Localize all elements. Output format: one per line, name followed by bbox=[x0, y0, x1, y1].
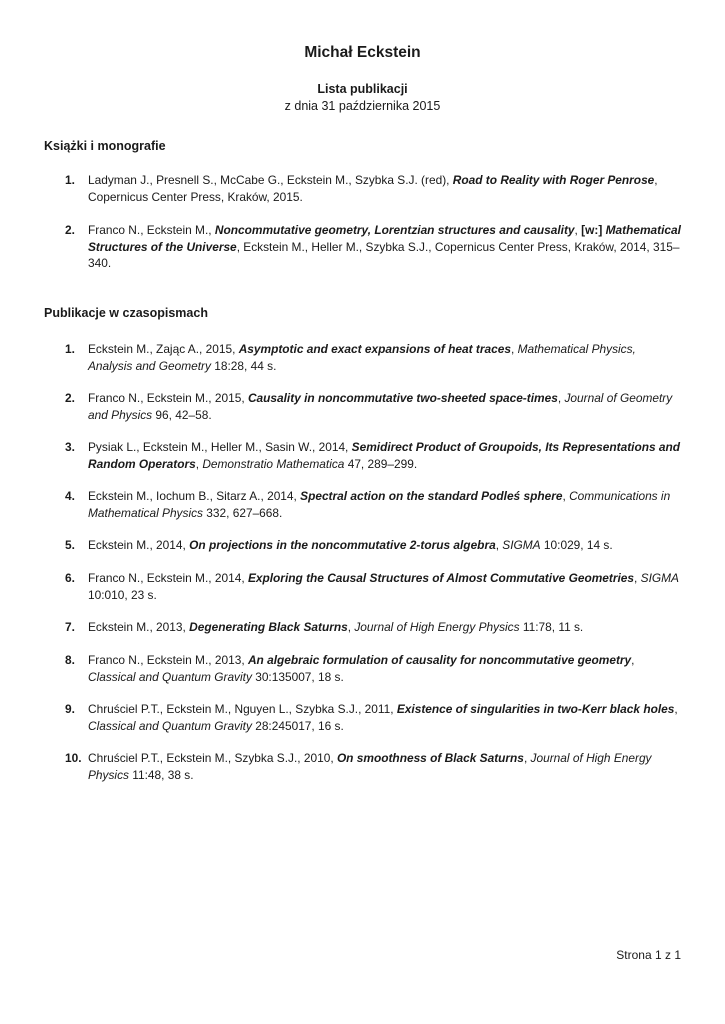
item-journal: Journal of High Energy Physics bbox=[354, 620, 520, 634]
in-marker: [w:] bbox=[581, 223, 603, 237]
item-title: Noncommutative geometry, Lorentzian structures and causality bbox=[214, 223, 575, 237]
list-title: Lista publikacji bbox=[317, 82, 408, 96]
item-separator: , bbox=[195, 456, 203, 471]
list-item bbox=[44, 570, 682, 603]
item-journal: Communications in Mathematical Physics bbox=[88, 489, 671, 520]
item-title: Spectral action on the standard Podleś sphere bbox=[300, 489, 563, 503]
item-number: 4. bbox=[65, 489, 75, 503]
item-authors: Pysiak L., Eckstein M., Heller M., Sasin W., 2014, bbox=[88, 440, 352, 454]
item-details: 10:029, 14 s. bbox=[540, 538, 613, 552]
item-details: 11:78, 11 s. bbox=[519, 620, 584, 634]
item-number: 7. bbox=[65, 620, 75, 634]
item-title: Road to Reality with Roger Penrose bbox=[452, 173, 655, 187]
item-title: On smoothness of Black Saturns bbox=[336, 751, 524, 765]
books-heading: Książki i monografie bbox=[44, 139, 166, 153]
item-authors: Franco N., Eckstein M., 2013, bbox=[88, 653, 248, 667]
item-authors: Franco N., Eckstein M., bbox=[88, 223, 215, 237]
author-name: Michał Eckstein bbox=[304, 44, 421, 61]
item-separator: , bbox=[562, 489, 570, 503]
item-authors: Franco N., Eckstein M., 2014, bbox=[88, 571, 248, 585]
item-title: An algebraic formulation of causality for noncommutative geometry bbox=[247, 653, 632, 667]
item-details: 96, 42–58. bbox=[152, 407, 212, 422]
item-details: 10:010, 23 s. bbox=[88, 587, 157, 602]
list-item bbox=[44, 750, 682, 783]
item-authors: Chruściel P.T., Eckstein M., Szybka S.J., 2010, bbox=[88, 751, 337, 765]
page-number: Strona 1 z 1 bbox=[616, 948, 681, 962]
item-journal: Mathematical Physics, Analysis and Geometry bbox=[88, 342, 636, 373]
list-item bbox=[44, 652, 682, 685]
journals-list bbox=[44, 341, 682, 783]
item-separator: , bbox=[574, 223, 582, 237]
item-number: 8. bbox=[65, 653, 75, 667]
item-journal: Journal of High Energy Physics bbox=[88, 751, 652, 782]
item-number: 9. bbox=[65, 702, 75, 716]
item-authors: Eckstein M., 2014, bbox=[88, 538, 190, 552]
item-authors: Ladyman J., Presnell S., McCabe G., Eckstein M., Szybka S.J. (red), bbox=[88, 173, 453, 187]
item-separator: , bbox=[674, 702, 678, 716]
item-separator: , bbox=[634, 571, 641, 585]
item-number: 1. bbox=[65, 173, 75, 187]
item-separator: , bbox=[495, 538, 503, 552]
item-separator: , bbox=[557, 391, 565, 405]
item-title: Causality in noncommutative two-sheeted space-times bbox=[247, 391, 558, 405]
item-title: Exploring the Causal Structures of Almost Commutative Geometries bbox=[247, 571, 635, 585]
item-title: Degenerating Black Saturns bbox=[189, 620, 348, 634]
item-journal: Demonstratio Mathematica bbox=[202, 456, 345, 471]
item-separator: , bbox=[523, 751, 531, 765]
item-journal: Journal of Geometry and Physics bbox=[88, 391, 673, 422]
list-item bbox=[44, 390, 682, 423]
item-details: 28:245017, 16 s. bbox=[251, 718, 344, 733]
item-authors: Chruściel P.T., Eckstein M., Nguyen L., Szybka S.J., 2011, bbox=[88, 702, 397, 716]
list-item bbox=[44, 341, 682, 374]
item-authors: Eckstein M., Zając A., 2015, bbox=[88, 342, 239, 356]
item-number: 2. bbox=[65, 223, 75, 237]
item-journal: SIGMA bbox=[640, 571, 679, 585]
list-item bbox=[44, 619, 682, 636]
item-details: , Copernicus Center Press, Kraków, 2015. bbox=[88, 173, 658, 204]
item-number: 5. bbox=[65, 538, 75, 552]
list-item bbox=[44, 439, 682, 472]
item-number: 3. bbox=[65, 440, 75, 454]
item-title: Asymptotic and exact expansions of heat traces bbox=[238, 342, 511, 356]
list-item bbox=[44, 701, 682, 734]
journals-heading: Publikacje w czasopismach bbox=[44, 306, 208, 320]
item-separator: , bbox=[510, 342, 518, 356]
item-title: Existence of singularities in two-Kerr black holes bbox=[396, 702, 675, 716]
list-item bbox=[44, 222, 682, 272]
item-details: 332, 627–668. bbox=[202, 505, 283, 520]
item-journal: SIGMA bbox=[502, 538, 541, 552]
date-line: z dnia 31 października 2015 bbox=[284, 99, 441, 113]
item-details: 47, 289–299. bbox=[344, 456, 418, 471]
item-number: 1. bbox=[65, 342, 75, 356]
item-authors: Eckstein M., 2013, bbox=[88, 620, 190, 634]
item-number: 10. bbox=[65, 751, 82, 765]
item-details: , Eckstein M., Heller M., Szybka S.J., Copernicus Center Press, Kraków, 2014, 315–340. bbox=[88, 239, 680, 270]
item-authors: Eckstein M., Iochum B., Sitarz A., 2014, bbox=[88, 489, 301, 503]
list-item bbox=[44, 172, 682, 205]
item-separator: , bbox=[631, 653, 635, 667]
item-title: Semidirect Product of Groupoids, Its Representations and Random Operators bbox=[88, 440, 681, 471]
item-authors: Franco N., Eckstein M., 2015, bbox=[88, 391, 248, 405]
item-journal: Classical and Quantum Gravity bbox=[88, 669, 252, 684]
books-list bbox=[44, 172, 682, 272]
list-item bbox=[44, 537, 682, 554]
item-title: On projections in the noncommutative 2-torus algebra bbox=[189, 538, 496, 552]
item-details: 18:28, 44 s. bbox=[210, 358, 277, 373]
item-separator: , bbox=[347, 620, 355, 634]
list-item bbox=[44, 488, 682, 521]
item-journal: Classical and Quantum Gravity bbox=[88, 718, 252, 733]
item-details: 30:135007, 18 s. bbox=[251, 669, 344, 684]
book-title: Mathematical Structures of the Universe bbox=[88, 223, 681, 254]
item-details: 11:48, 38 s. bbox=[128, 767, 194, 782]
item-number: 2. bbox=[65, 391, 75, 405]
item-number: 6. bbox=[65, 571, 75, 585]
